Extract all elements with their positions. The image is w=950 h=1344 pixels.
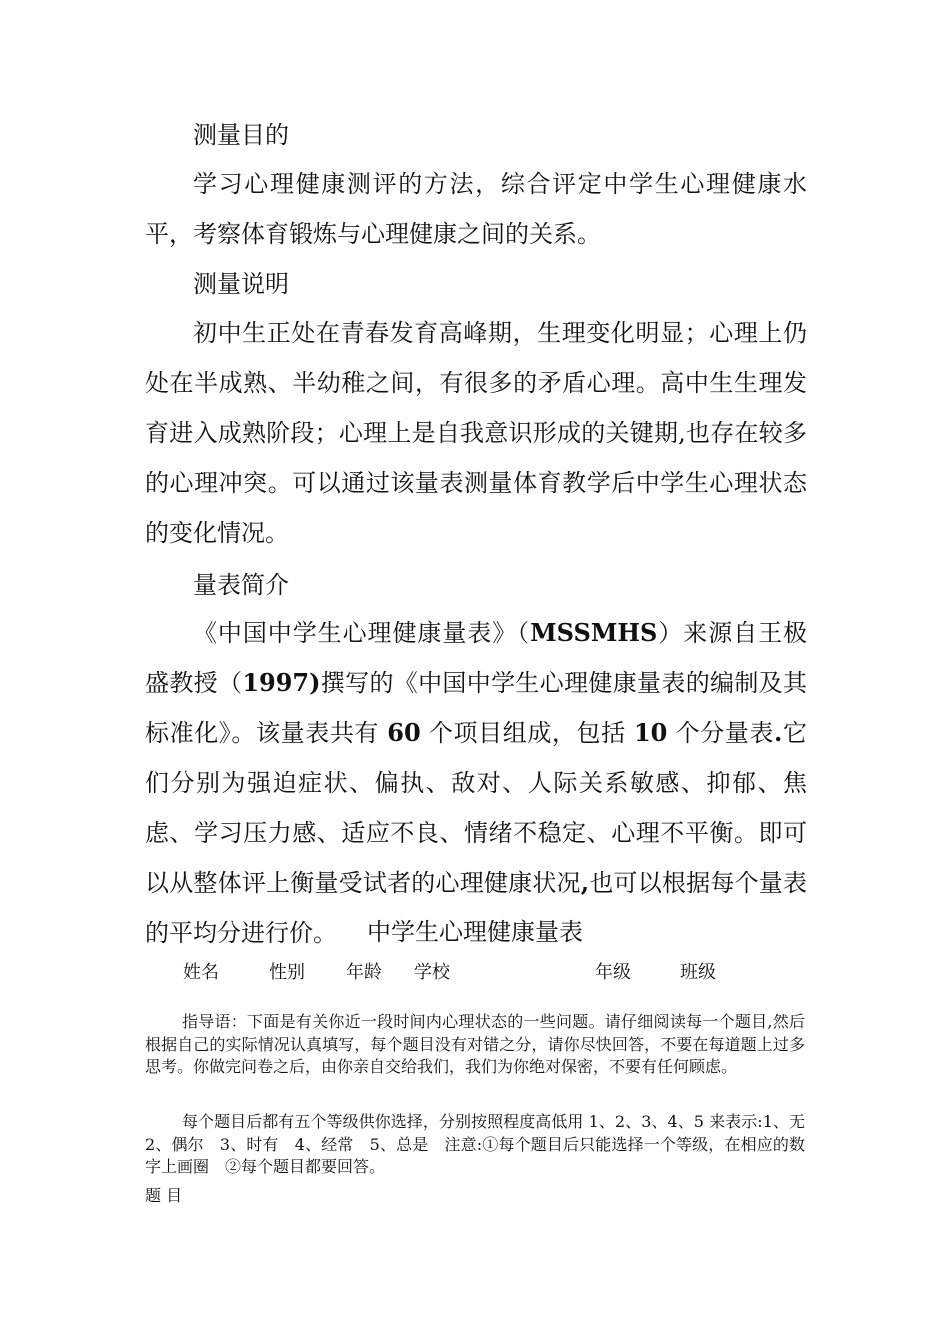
field-gender-label: 性别 <box>269 962 305 983</box>
intro-heading: 量表简介 <box>193 571 289 599</box>
form-title: 中学生心理健康量表 <box>367 918 583 946</box>
instructions-text: 指导语：下面是有关你近一段时间内心理状态的一些问题。请仔细阅读每一个题目,然后根据自己的实际情况认真填写，每个题目没有对错之分，请你尽快回答，不要在每道题上过多思考。你做完问卷之后，由你亲自交给我们，我们为你绝对保密，不要有任何顾虑。 <box>145 1012 805 1076</box>
explain-text: 初中生正处在青春发育高峰期，生理变化明显；心理上仍处在半成熟、半幼稚之间，有很多的矛盾心理。高中生生理发育进入成熟阶段；心理上是自我意识形成的关键期,也存在较多的心理冲突。可以通过该量表测量体育教学后中学生心理状态的变化情况。 <box>145 319 807 547</box>
purpose-text: 学习心理健康测评的方法，综合评定中学生心理健康水平，考察体育锻炼与心理健康之间的关系。 <box>145 170 807 248</box>
question-header: 题 目 <box>145 1186 183 1205</box>
grading-text: 每个题目后都有五个等级供你选择，分别按照程度高低用 1、2、3、4、5 来表示:1、无 2、偶尔 3、时有 4、经常 5、总是 注意:①每个题目后只能选择一个等级，在相应的数字上画圈 ②每个题目都要回答。 <box>145 1112 822 1176</box>
field-school-label: 学校 <box>414 962 450 983</box>
field-grade-label: 年级 <box>595 962 631 983</box>
intro-text: 《中国中学生心理健康量表》（MSSMHS）来源自王极盛教授（1997)撰写的《中国中学生心理健康量表的编制及其标准化》。该量表共有 60 个项目组成，包括 10 个分量表.它们分别为强迫症状、偏执、敌对、人际关系敏感、抑郁、焦虑、学习压力感、适应不良、情绪不稳定、心理不平衡。即可以从整体评上衡量受试者的心理健康状况,也可以根据每个量表的平均分进行价。 <box>145 618 808 947</box>
explain-heading: 测量说明 <box>193 270 289 298</box>
field-age-label: 年龄 <box>346 962 382 983</box>
field-name-label: 姓名 <box>183 962 219 983</box>
field-class-label: 班级 <box>680 962 716 983</box>
purpose-heading: 测量目的 <box>193 121 289 149</box>
